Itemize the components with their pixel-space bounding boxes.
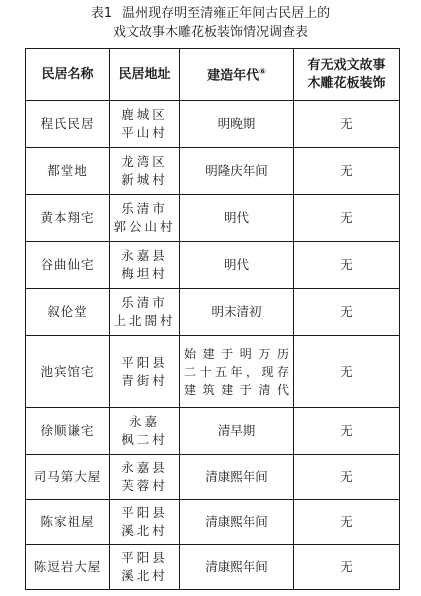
cell-has-decoration: 无 — [294, 500, 400, 545]
cell-residence-name: 司马第大屋 — [26, 455, 110, 500]
cell-residence-name: 徐顺谦宅 — [26, 408, 110, 455]
header-has-decoration-line-2: 木雕花板装饰 — [307, 75, 386, 91]
cell-residence-location — [110, 101, 180, 148]
location-line: 上北閤村 — [113, 313, 176, 328]
cell-residence-name: 陈家祖屋 — [26, 500, 110, 545]
location-line: 平山村 — [121, 125, 168, 140]
era-line: 明晚期 — [217, 116, 256, 131]
header-era-footnote: ⑥ — [259, 67, 266, 77]
caption-line-2: 戏文故事木雕花板装饰情况调查表 — [112, 25, 308, 40]
table-caption — [0, 4, 421, 42]
cell-construction-era — [180, 148, 294, 195]
cell-construction-era — [180, 500, 294, 545]
cell-has-decoration: 无 — [294, 101, 400, 148]
cell-residence-name: 黄本翔宅 — [26, 195, 110, 242]
cell-construction-era — [180, 101, 294, 148]
location-line: 溪北村 — [121, 523, 168, 538]
location-line: 永嘉县 — [121, 460, 168, 475]
caption-line-1 — [0, 4, 421, 23]
table-row — [26, 500, 400, 545]
era-line: 始建于明万历 — [184, 346, 289, 361]
cell-residence-name: 池宾馆宅 — [26, 336, 110, 408]
table-row — [26, 148, 400, 195]
location-line: 乐清市 — [121, 295, 168, 310]
table-row — [26, 289, 400, 336]
table-row — [26, 336, 400, 408]
table-row — [26, 545, 400, 590]
cell-construction-era — [180, 408, 294, 455]
survey-table — [25, 48, 400, 590]
location-line: 平阳县 — [121, 354, 168, 370]
era-line: 明代 — [223, 210, 249, 225]
table-row — [26, 242, 400, 289]
header-location: 民居地址 — [110, 49, 180, 101]
cell-has-decoration: 无 — [294, 545, 400, 590]
header-has-decoration — [294, 49, 400, 101]
location-line: 平阳县 — [121, 505, 168, 520]
table-row — [26, 408, 400, 455]
cell-residence-name: 程氏民居 — [26, 101, 110, 148]
cell-residence-location — [110, 242, 180, 289]
era-line: 明隆庆年间 — [205, 163, 268, 178]
table-body — [26, 101, 400, 590]
era-line: 清康熙年间 — [205, 514, 268, 529]
cell-residence-name: 都堂地 — [26, 148, 110, 195]
header-era — [180, 49, 294, 101]
location-line: 梅坦村 — [121, 266, 168, 281]
cell-construction-era — [180, 289, 294, 336]
era-line: 明末清初 — [211, 304, 262, 319]
location-line: 青街村 — [121, 372, 168, 388]
caption-title-line-1: 温州现存明至清雍正年间古民居上的 — [122, 6, 331, 21]
cell-residence-location — [110, 336, 180, 408]
table-row — [26, 195, 400, 242]
table-row — [26, 455, 400, 500]
cell-residence-name: 叙伦堂 — [26, 289, 110, 336]
cell-residence-location — [110, 455, 180, 500]
location-line: 永嘉 — [128, 414, 160, 429]
location-line: 鹿城区 — [121, 107, 168, 122]
location-line: 枫二村 — [121, 432, 168, 447]
location-line: 郭公山村 — [113, 219, 176, 234]
header-era-label: 建造年代 — [207, 68, 260, 84]
cell-has-decoration: 无 — [294, 336, 400, 408]
table-header-row — [26, 49, 400, 101]
header-name: 民居名称 — [26, 49, 110, 101]
cell-residence-location — [110, 195, 180, 242]
cell-residence-location — [110, 500, 180, 545]
cell-residence-location — [110, 148, 180, 195]
location-line: 平阳县 — [121, 550, 168, 565]
cell-residence-location — [110, 289, 180, 336]
cell-has-decoration: 无 — [294, 289, 400, 336]
table-number: 表1 — [90, 6, 113, 21]
era-line: 清早期 — [217, 423, 256, 438]
era-line: 清康熙年间 — [205, 469, 268, 484]
cell-residence-name: 陈逗岩大屋 — [26, 545, 110, 590]
location-line: 龙湾区 — [121, 154, 168, 169]
cell-construction-era — [180, 242, 294, 289]
location-line: 芙蓉村 — [121, 478, 168, 493]
cell-has-decoration: 无 — [294, 242, 400, 289]
cell-residence-location — [110, 545, 180, 590]
cell-has-decoration: 无 — [294, 455, 400, 500]
location-line: 溪北村 — [121, 568, 168, 583]
cell-construction-era — [180, 336, 294, 408]
header-has-decoration-line-1: 有无戏文故事 — [307, 57, 386, 73]
location-line: 乐清市 — [121, 201, 168, 216]
cell-has-decoration: 无 — [294, 408, 400, 455]
location-line: 永嘉县 — [121, 248, 168, 263]
cell-construction-era — [180, 545, 294, 590]
cell-has-decoration: 无 — [294, 148, 400, 195]
era-line: 建筑建于清代 — [184, 382, 289, 397]
table-row — [26, 101, 400, 148]
cell-residence-location — [110, 408, 180, 455]
cell-residence-name: 谷曲仙宅 — [26, 242, 110, 289]
era-line: 清康熙年间 — [205, 559, 268, 574]
location-line: 新城村 — [121, 172, 168, 187]
cell-construction-era — [180, 195, 294, 242]
cell-construction-era — [180, 455, 294, 500]
era-line: 二十五年，现存 — [184, 364, 289, 379]
era-line: 明代 — [223, 257, 249, 272]
cell-has-decoration: 无 — [294, 195, 400, 242]
